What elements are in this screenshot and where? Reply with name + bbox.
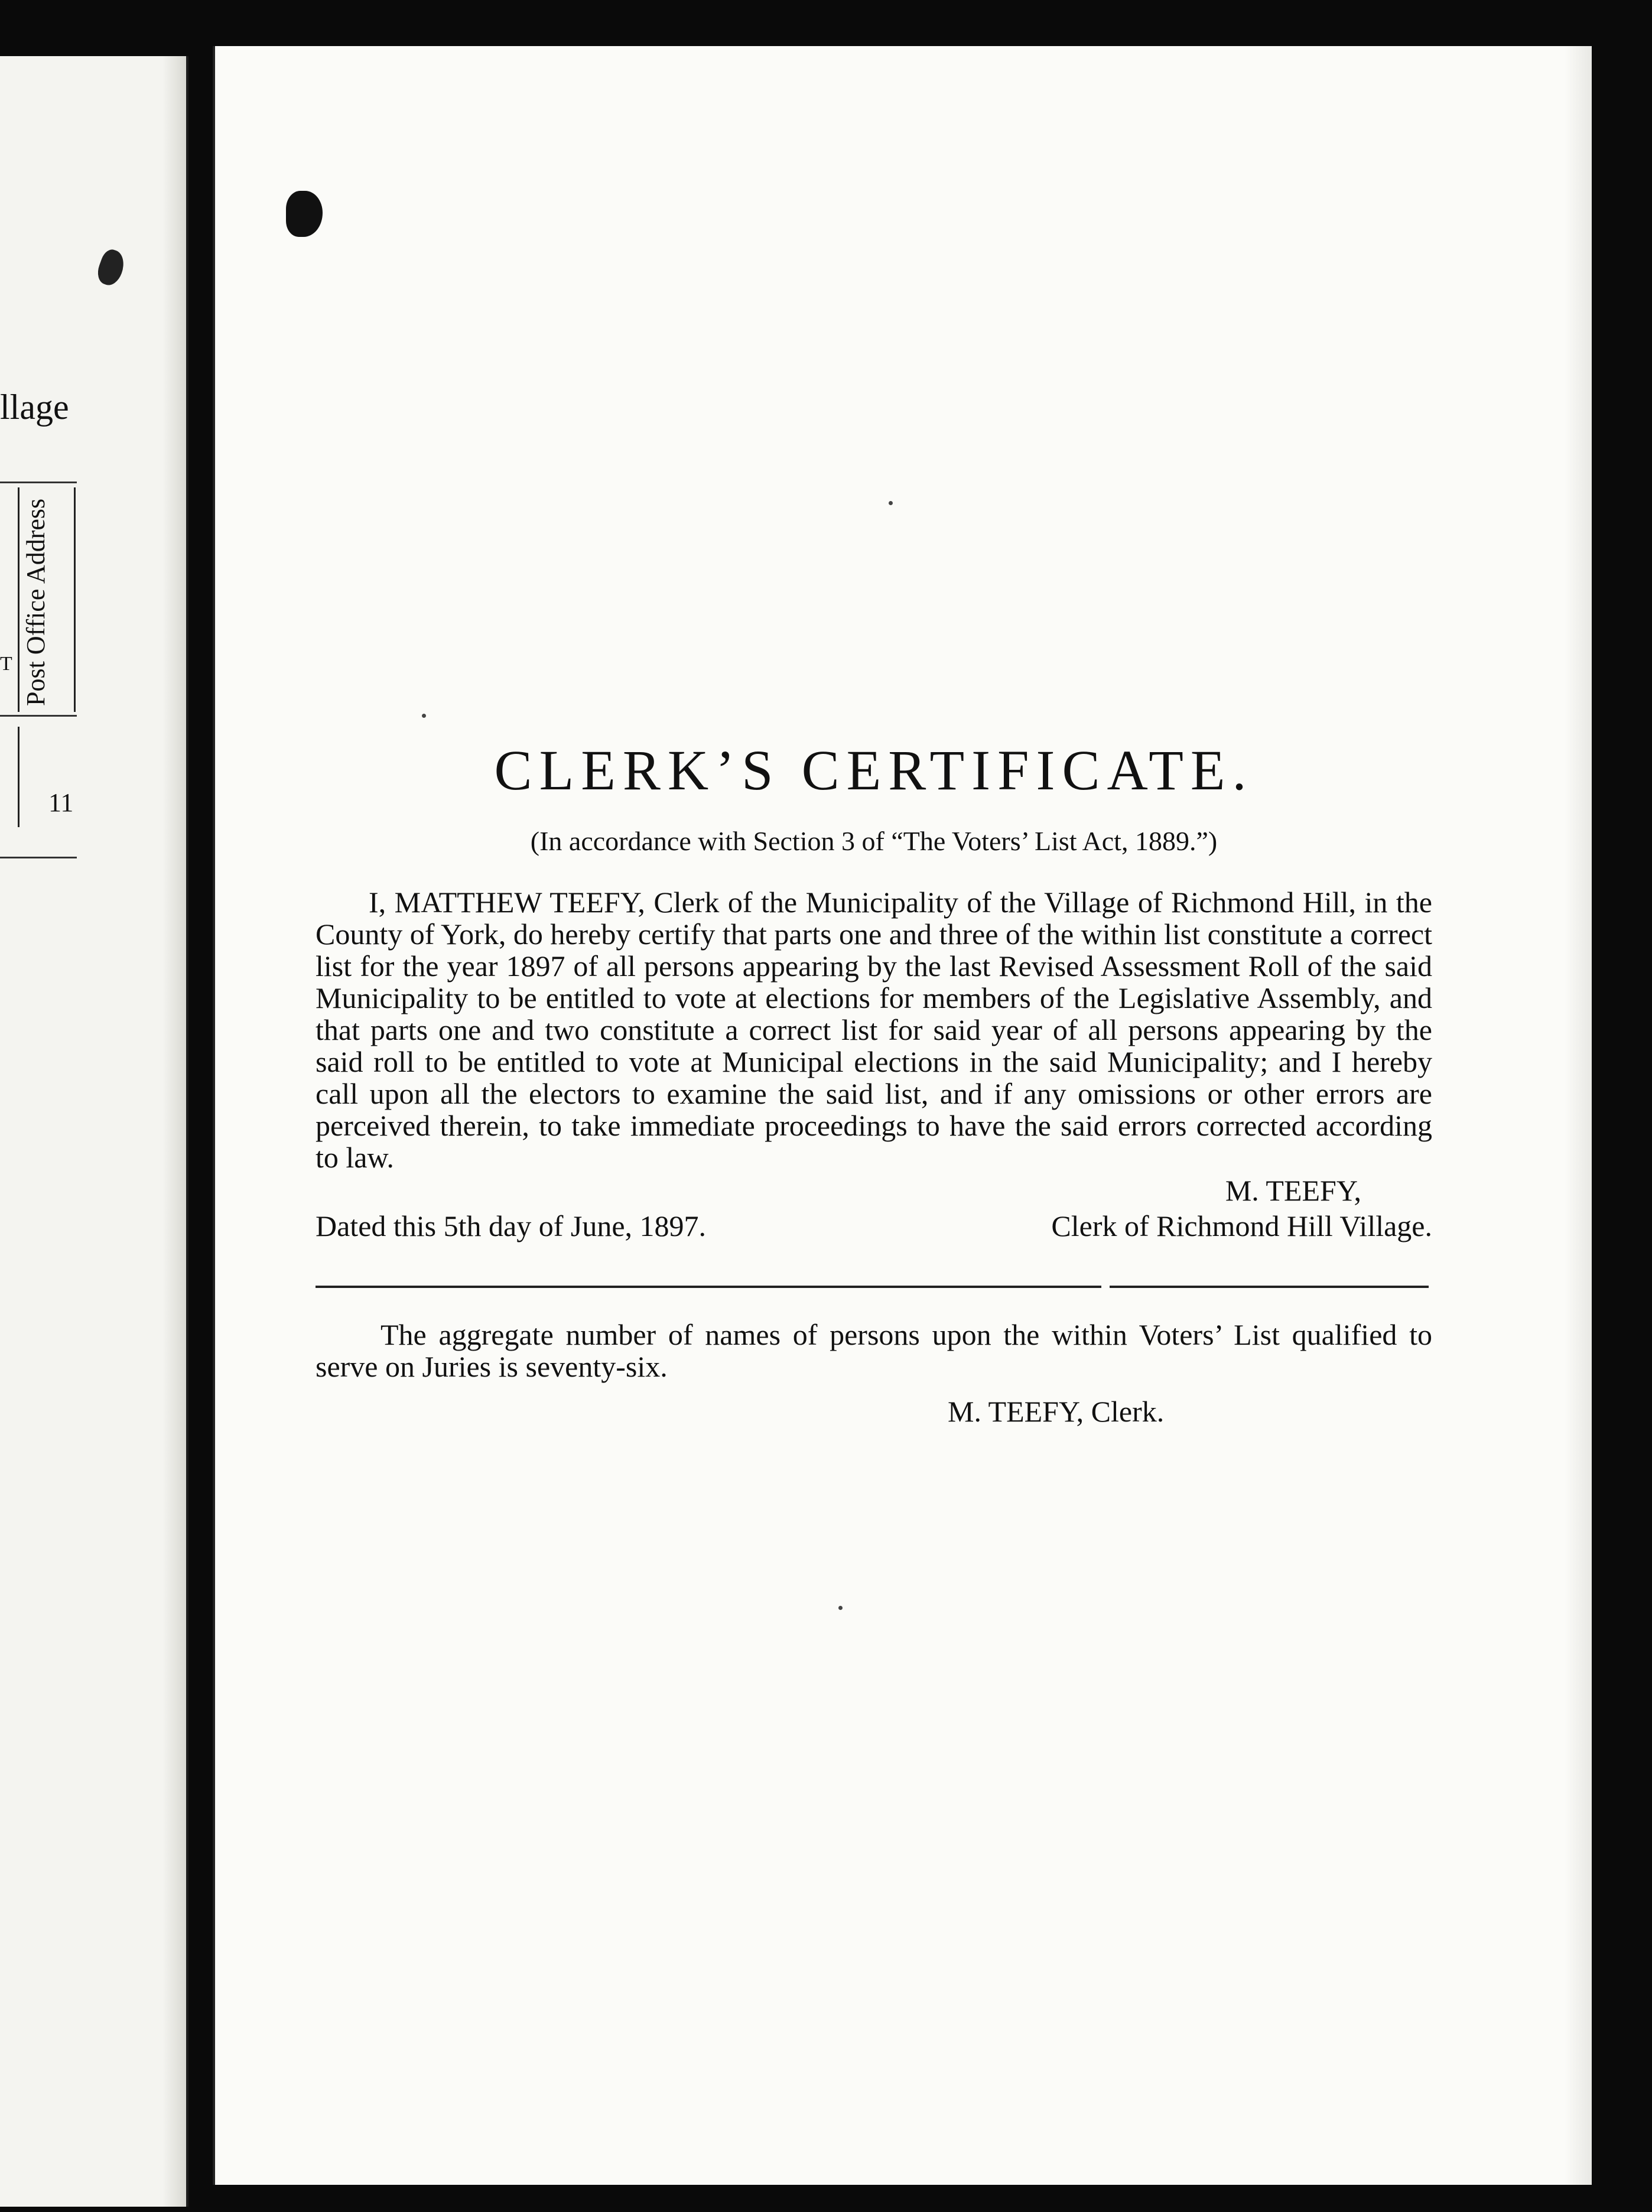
certificate-subtitle: (In accordance with Section 3 of “The Voters’ List Act, 1889.”)	[530, 826, 1218, 856]
divider-rule	[316, 1286, 1432, 1288]
left-page-column-header: Post Office Address	[21, 498, 50, 706]
certificate-body: I, MATTHEW TEEFY, Clerk of the Municipality of the Village of Richmond Hill, in the County of York, do hereby certify that parts one and three of the within list constitute a correct list for the year 1897 of all persons appearing by the last Revised Assessment Roll of the said Municipality to be entitled to vote at elections for members of the Legislative Assembly, and that parts one and two constitute a correct list for said year of all persons appearing by the said roll to be entitled to vote at Municipal elections in the said Municipality; and I hereby call upon all the electors to examine the said list, and if any omissions or other errors are perceived therein, to take immediate proceedings to have the said errors corrected according to law.	[316, 886, 1432, 1174]
left-page-rule-bottom	[0, 857, 77, 858]
document-page	[213, 46, 1592, 2185]
speck	[838, 1606, 843, 1610]
left-page-rule-top	[0, 482, 77, 483]
left-page-column-header-left: T	[0, 653, 12, 675]
jury-signature: M. TEEFY, Clerk.	[948, 1395, 1165, 1428]
left-page-page-number: 11	[48, 788, 74, 817]
page-edge-shadow	[1565, 46, 1592, 2185]
divider-segment	[1110, 1286, 1429, 1288]
signature-title: Clerk of Richmond Hill Village.	[1051, 1209, 1432, 1242]
dated-row	[316, 1209, 1432, 1243]
speck	[889, 501, 893, 505]
left-page-column-line	[18, 487, 19, 712]
left-page-fragment-word: llage	[0, 388, 69, 427]
left-page-column-line-3	[18, 727, 19, 827]
left-page	[0, 56, 188, 2207]
jury-statement: The aggregate number of names of persons upon the within Voters’ List qualified to serve on Juries is seventy-six.	[316, 1318, 1432, 1383]
left-page-column-line-2	[74, 487, 76, 712]
certificate-content	[316, 737, 1432, 1429]
left-page-gutter	[162, 56, 186, 2207]
signature-name: M. TEEFY,	[1225, 1174, 1361, 1207]
speck	[422, 714, 426, 718]
divider-segment	[316, 1286, 1101, 1288]
certificate-title: CLERK’S CERTIFICATE.	[494, 739, 1254, 802]
ink-blot	[286, 191, 323, 237]
left-page-rule-mid	[0, 715, 77, 717]
ink-blot	[94, 247, 128, 288]
dated-text: Dated this 5th day of June, 1897.	[316, 1209, 707, 1242]
